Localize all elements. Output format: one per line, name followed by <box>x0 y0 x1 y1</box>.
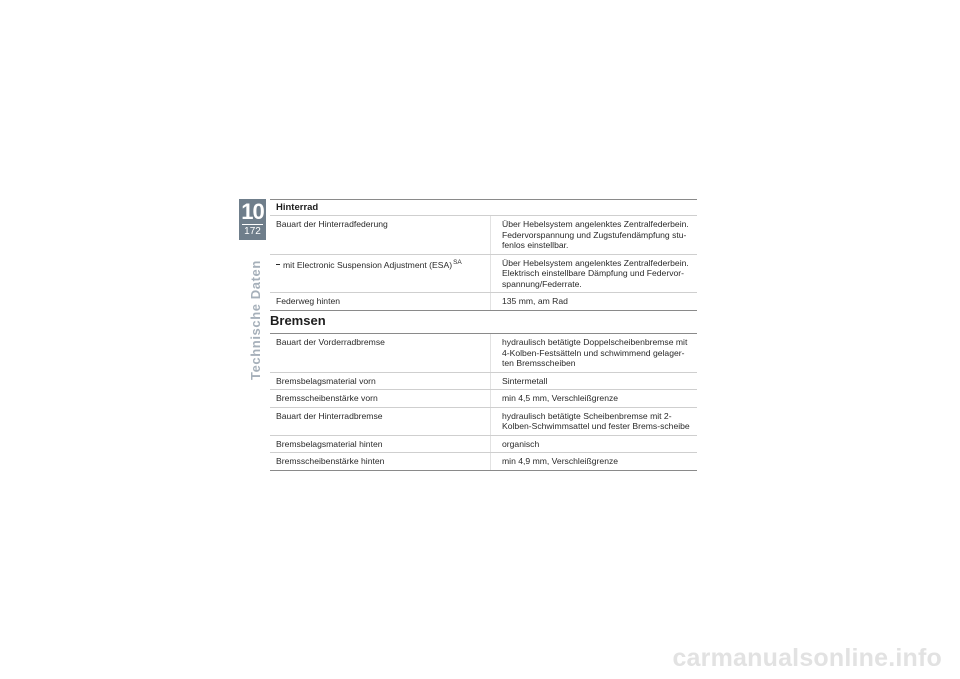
hinterrad-table-title: Hinterrad <box>276 202 319 213</box>
row-label: Bremsscheibenstärke hinten <box>276 456 385 466</box>
dash-icon <box>276 264 280 265</box>
table-row <box>270 372 697 390</box>
table-row <box>270 254 697 293</box>
row-label: Bauart der Hinterradfederung <box>276 219 388 229</box>
table-row <box>270 292 697 310</box>
row-label: Bauart der Vorderradbremse <box>276 337 385 347</box>
watermark: carmanualsonline.info <box>672 644 942 672</box>
bremsen-section <box>270 313 697 471</box>
row-value: Über Hebelsystem angelenktes Zentralfederbein. Federvorspannung und Zugstufendämpfung stu-fenlos einstellbar. <box>490 216 697 254</box>
table-row <box>270 389 697 407</box>
hinterrad-section <box>270 199 697 311</box>
row-label: Bauart der Hinterradbremse <box>276 410 383 421</box>
page-number: 172 <box>244 226 261 237</box>
bremsen-table <box>270 333 697 470</box>
row-label: Bremsscheibenstärke vorn <box>276 393 378 403</box>
hinterrad-table <box>270 199 697 310</box>
row-value: hydraulisch betätigte Doppelscheibenbremse mit 4-Kolben-Festsätteln und schwimmend gelager-ten Bremsscheiben <box>490 334 697 372</box>
table-row <box>270 407 697 435</box>
row-label: Bremsbelagsmaterial hinten <box>276 438 383 449</box>
row-value: Sintermetall <box>490 373 697 390</box>
table-bottom-rule <box>270 470 697 471</box>
table-row <box>270 334 697 372</box>
row-value: hydraulisch betätigte Scheibenbremse mit 2-Kolben-Schwimmsattel und fester Brems-scheibe <box>490 408 697 435</box>
row-value: min 4,9 mm, Verschleißgrenze <box>490 453 697 470</box>
row-label-text: mit Electronic Suspension Adjustment (ESA) <box>283 259 453 270</box>
bremsen-heading: Bremsen <box>270 313 326 328</box>
row-value: 135 mm, am Rad <box>490 293 697 310</box>
chapter-title: Technische Daten <box>248 260 263 380</box>
row-value: Über Hebelsystem angelenktes Zentralfederbein. Elektrisch einstellbare Dämpfung und Federvor-spannung/Federrate. <box>490 255 697 293</box>
row-label: Federweg hinten <box>276 296 341 306</box>
table-row <box>270 435 697 453</box>
row-label-esa <box>270 255 490 293</box>
row-value: organisch <box>490 436 697 453</box>
row-label: Bremsbelagsmaterial vorn <box>276 375 376 386</box>
option-superscript: SA <box>453 258 462 266</box>
table-row <box>270 452 697 470</box>
chapter-number: 10 <box>241 199 264 224</box>
table-row <box>270 215 697 254</box>
row-value: min 4,5 mm, Verschleißgrenze <box>490 390 697 407</box>
chapter-tab <box>239 199 266 240</box>
table-bottom-rule <box>270 310 697 311</box>
